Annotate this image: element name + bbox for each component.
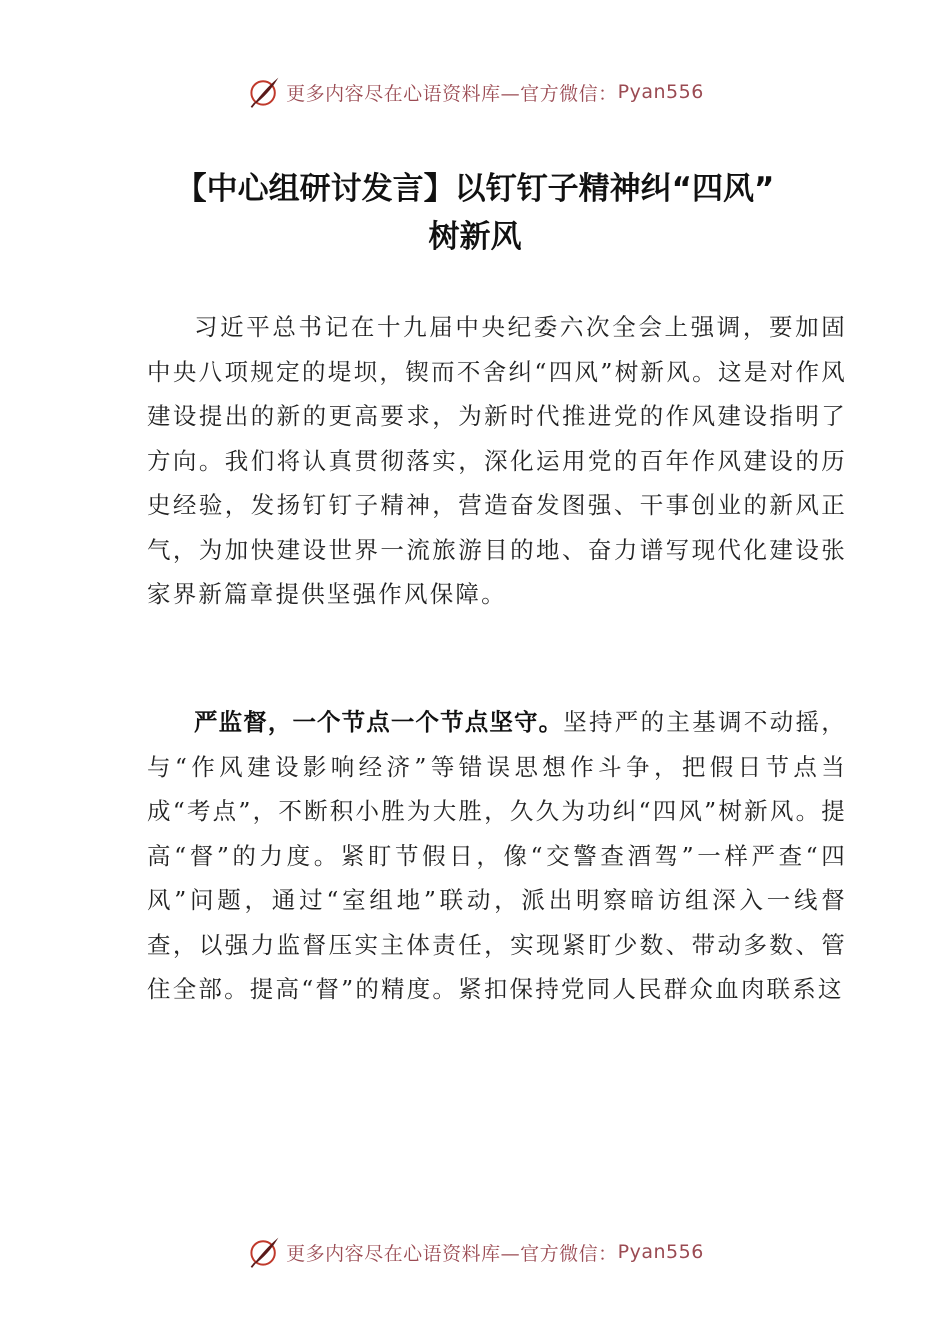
document-title	[80, 165, 870, 261]
paragraph-supervision	[147, 700, 847, 1012]
wechat-id: Pyan556	[617, 81, 704, 103]
quill-pen-logo-icon	[246, 1234, 282, 1270]
wechat-id: Pyan556	[617, 1241, 704, 1263]
banner-text: 更多内容尽在心语资料库—官方微信：	[286, 82, 618, 105]
paragraph-body: 坚持严的主基调不动摇，与“作风建设影响经济”等错误思想作斗争，把假日节点当成“考点”，不断积小胜为大胜，久久为功纠“四风”树新风。提高“督”的力度。紧盯节假日，像“交警查酒驾”一样严查“四风”问题，通过“室组地”联动，派出明察暗访组深入一线督查，以强力监督压实主体责任，实现紧盯少数、带动多数、管住全部。提高“督”的精度。紧扣保持党同人民群众血肉联系这	[147, 708, 848, 1003]
title-line-2: 树新风	[428, 219, 522, 255]
footer-banner	[0, 1232, 950, 1272]
banner-text: 更多内容尽在心语资料库—官方微信：	[286, 1242, 618, 1265]
quill-pen-logo-icon	[246, 74, 282, 110]
title-line-1: 【中心组研讨发言】以钉钉子精神纠“四风”	[175, 171, 775, 207]
paragraph-intro: 习近平总书记在十九届中央纪委六次全会上强调，要加固中央八项规定的堤坝，锲而不舍纠“四风”树新风。这是对作风建设提出的新的更高要求，为新时代推进党的作风建设指明了方向。我们将认真贯彻落实，深化运用党的百年作风建设的历史经验，发扬钉钉子精神，营造奋发图强、干事创业的新风正气，为加快建设世界一流旅游目的地、奋力谱写现代化建设张家界新篇章提供坚强作风保障。	[147, 313, 847, 608]
header-banner	[0, 72, 950, 112]
paragraph-lead-heading: 严监督，一个节点一个节点坚守。	[194, 708, 564, 736]
